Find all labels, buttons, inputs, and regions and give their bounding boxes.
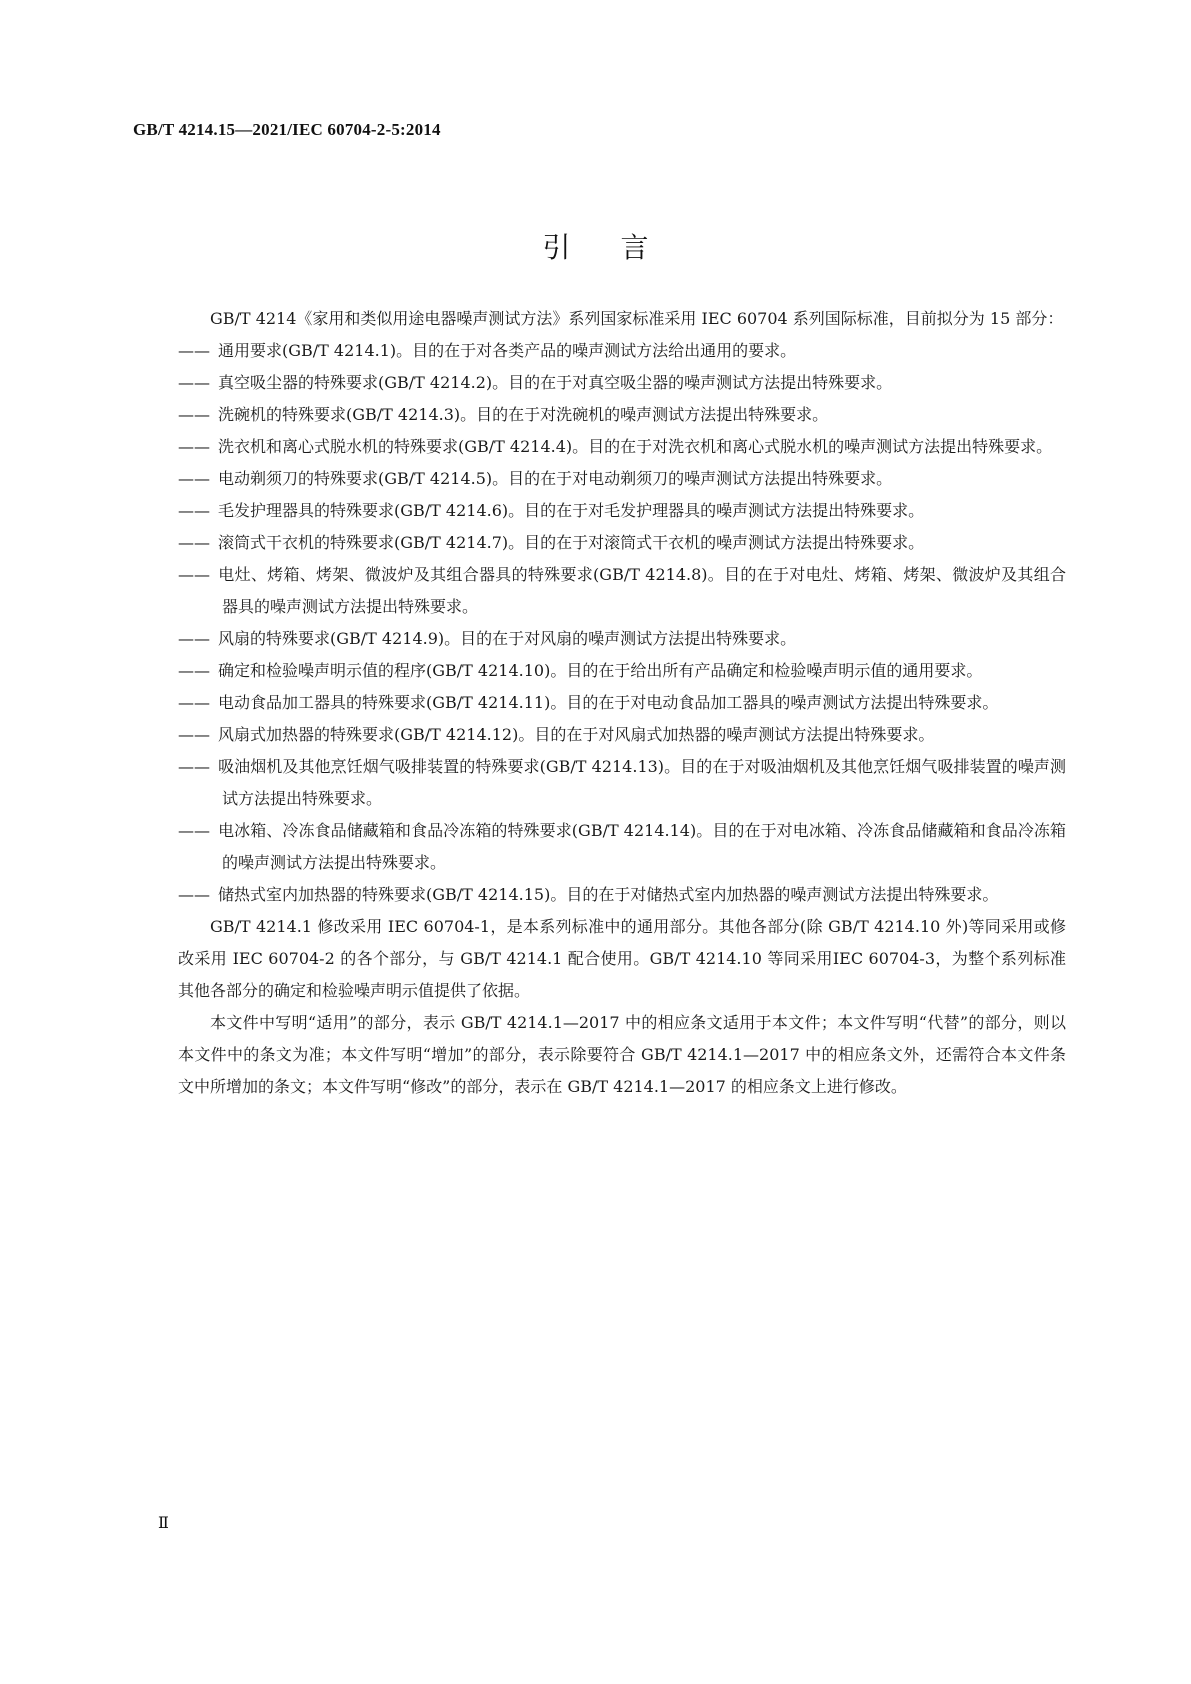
parts-list bbox=[178, 335, 1066, 911]
intro-paragraph: GB/T 4214《家用和类似用途电器噪声测试方法》系列国家标准采用 IEC 60704 系列国际标准，目前拟分为 15 部分： bbox=[210, 309, 1064, 328]
list-item bbox=[178, 751, 1066, 815]
list-item bbox=[178, 335, 1066, 367]
list-dash: —— bbox=[178, 437, 210, 456]
list-dash: —— bbox=[178, 341, 210, 360]
list-dash: —— bbox=[178, 629, 210, 648]
list-item-text: 电动食品加工器具的特殊要求(GB/T 4214.11)。目的在于对电动食品加工器具的噪声测试方法提出特殊要求。 bbox=[218, 693, 999, 712]
list-dash: —— bbox=[178, 405, 210, 424]
list-item bbox=[178, 527, 1066, 559]
relation-paragraph: GB/T 4214.1 修改采用 IEC 60704-1，是本系列标准中的通用部分。其他各部分(除 GB/T 4214.10 外)等同采用或修改采用 IEC 60704-2 的各个部分，与 GB/T 4214.1 配合使用。GB/T 4214.10 等同采用IEC 60704-3，为整个系列标准其他各部分的确定和检验噪声明示值提供了依据。 bbox=[178, 917, 1066, 1000]
list-item-text: 风扇式加热器的特殊要求(GB/T 4214.12)。目的在于对风扇式加热器的噪声测试方法提出特殊要求。 bbox=[218, 725, 935, 744]
list-item-text: 滚筒式干衣机的特殊要求(GB/T 4214.7)。目的在于对滚筒式干衣机的噪声测试方法提出特殊要求。 bbox=[218, 533, 925, 552]
list-item-text: 电冰箱、冷冻食品储藏箱和食品冷冻箱的特殊要求(GB/T 4214.14)。目的在于对电冰箱、冷冻食品储藏箱和食品冷冻箱的噪声测试方法提出特殊要求。 bbox=[218, 821, 1066, 872]
page-number: Ⅱ bbox=[158, 1515, 169, 1532]
document-body bbox=[178, 303, 1066, 1103]
list-dash: —— bbox=[178, 885, 210, 904]
list-item bbox=[178, 687, 1066, 719]
list-dash: —— bbox=[178, 373, 210, 392]
list-item bbox=[178, 495, 1066, 527]
list-item-text: 毛发护理器具的特殊要求(GB/T 4214.6)。目的在于对毛发护理器具的噪声测试方法提出特殊要求。 bbox=[218, 501, 925, 520]
list-item-text: 储热式室内加热器的特殊要求(GB/T 4214.15)。目的在于对储热式室内加热器的噪声测试方法提出特殊要求。 bbox=[218, 885, 999, 904]
list-item bbox=[178, 559, 1066, 623]
list-dash: —— bbox=[178, 821, 210, 840]
list-item bbox=[178, 623, 1066, 655]
list-item-text: 通用要求(GB/T 4214.1)。目的在于对各类产品的噪声测试方法给出通用的要求。 bbox=[218, 341, 797, 360]
list-item-text: 真空吸尘器的特殊要求(GB/T 4214.2)。目的在于对真空吸尘器的噪声测试方法提出特殊要求。 bbox=[218, 373, 893, 392]
list-item bbox=[178, 655, 1066, 687]
document-identifier: GB/T 4214.15—2021/IEC 60704-2-5:2014 bbox=[133, 120, 441, 139]
list-item-text: 风扇的特殊要求(GB/T 4214.9)。目的在于对风扇的噪声测试方法提出特殊要求。 bbox=[218, 629, 797, 648]
list-item bbox=[178, 367, 1066, 399]
page-title: 引言 bbox=[542, 231, 699, 264]
list-item-text: 洗碗机的特殊要求(GB/T 4214.3)。目的在于对洗碗机的噪声测试方法提出特殊要求。 bbox=[218, 405, 829, 424]
list-item bbox=[178, 399, 1066, 431]
list-dash: —— bbox=[178, 725, 210, 744]
list-item bbox=[178, 815, 1066, 879]
list-item bbox=[178, 463, 1066, 495]
list-item-text: 洗衣机和离心式脱水机的特殊要求(GB/T 4214.4)。目的在于对洗衣机和离心式脱水机的噪声测试方法提出特殊要求。 bbox=[218, 437, 1053, 456]
list-dash: —— bbox=[178, 469, 210, 488]
list-item-text: 确定和检验噪声明示值的程序(GB/T 4214.10)。目的在于给出所有产品确定和检验噪声明示值的通用要求。 bbox=[218, 661, 983, 680]
list-item bbox=[178, 879, 1066, 911]
usage-paragraph: 本文件中写明“适用”的部分，表示 GB/T 4214.1—2017 中的相应条文适用于本文件；本文件写明“代替”的部分，则以本文件中的条文为准；本文件写明“增加”的部分，表示除要符合 GB/T 4214.1—2017 中的相应条文外，还需符合本文件条文中所增加的条文；本文件写明“修改”的部分，表示在 GB/T 4214.1—2017 的相应条文上进行修改。 bbox=[178, 1013, 1066, 1096]
list-dash: —— bbox=[178, 757, 210, 776]
list-item-text: 电灶、烤箱、烤架、微波炉及其组合器具的特殊要求(GB/T 4214.8)。目的在于对电灶、烤箱、烤架、微波炉及其组合器具的噪声测试方法提出特殊要求。 bbox=[218, 565, 1066, 616]
list-dash: —— bbox=[178, 661, 210, 680]
list-dash: —— bbox=[178, 565, 210, 584]
list-item bbox=[178, 431, 1066, 463]
list-item bbox=[178, 719, 1066, 751]
list-dash: —— bbox=[178, 533, 210, 552]
list-dash: —— bbox=[178, 693, 210, 712]
list-item-text: 电动剃须刀的特殊要求(GB/T 4214.5)。目的在于对电动剃须刀的噪声测试方法提出特殊要求。 bbox=[218, 469, 893, 488]
list-dash: —— bbox=[178, 501, 210, 520]
list-item-text: 吸油烟机及其他烹饪烟气吸排装置的特殊要求(GB/T 4214.13)。目的在于对吸油烟机及其他烹饪烟气吸排装置的噪声测试方法提出特殊要求。 bbox=[218, 757, 1066, 808]
